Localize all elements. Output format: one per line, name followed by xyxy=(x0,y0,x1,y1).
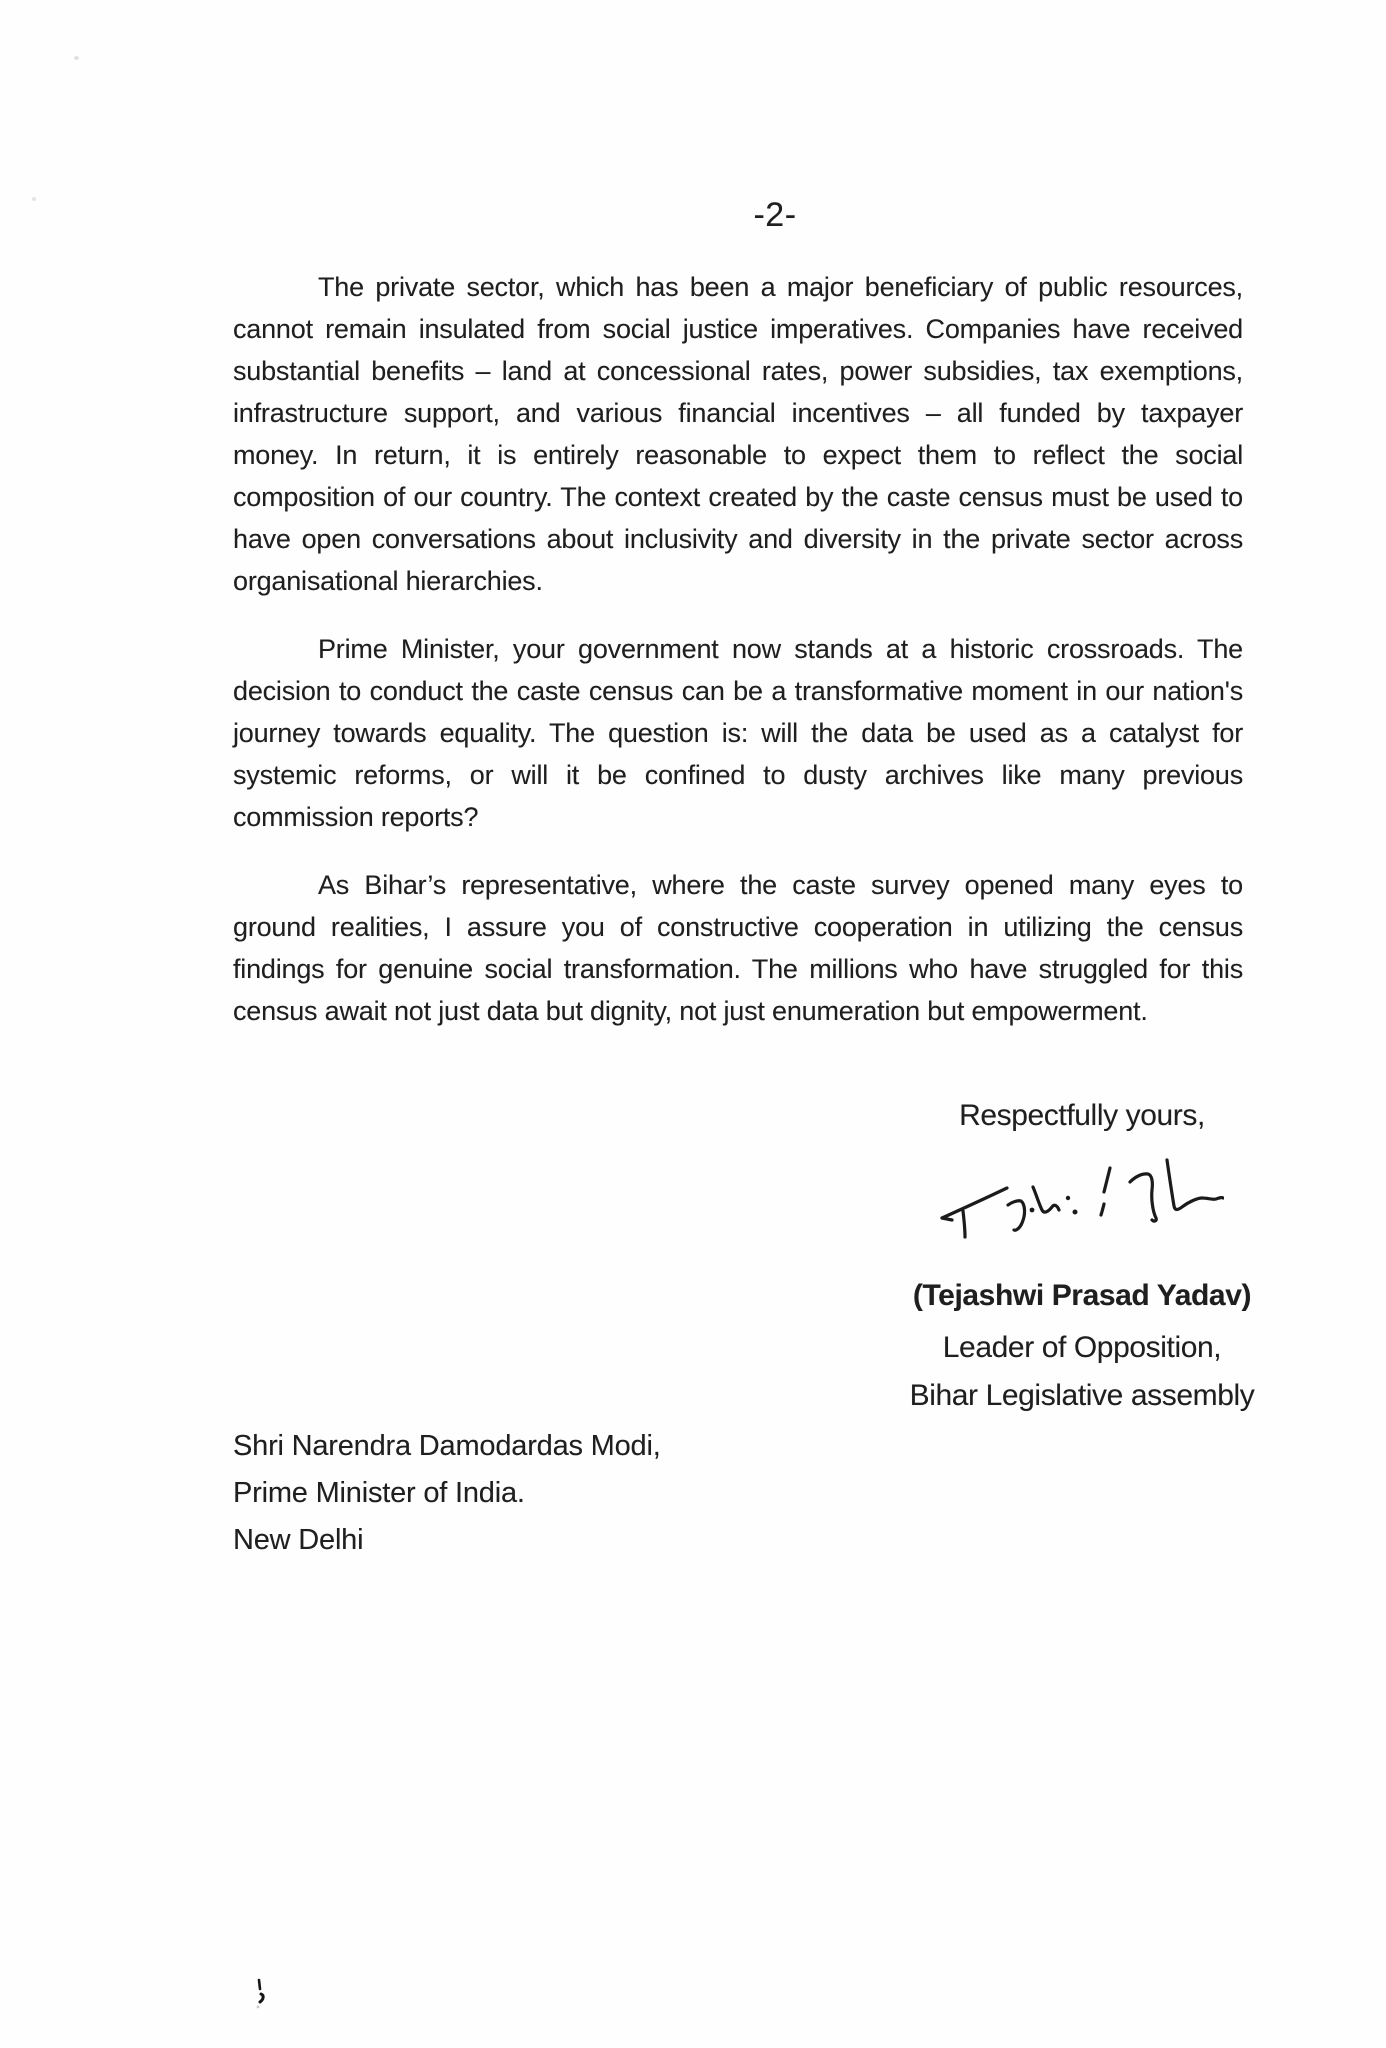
paragraph-bihar-representative: As Bihar’s representative, where the caste survey opened many eyes to ground realities, I assure you of constructive cooperation in utilizing the census findings for genuine social transformation. The millions who have struggled for this census await not just data but dignity, not just enumeration but empowerment. xyxy=(233,870,1243,1026)
paragraph-private-sector: The private sector, which has been a major beneficiary of public resources, cannot remain insulated from social justice imperatives. Companies have received substantial benefits – land at concessional rates, power subsidies, tax exemptions, infrastructure support, and various financial incentives – all funded by taxpayer money. In return, it is entirely reasonable to expect them to reflect the social composition of our country. The context created by the caste census must be used to have open conversations about inclusivity and diversity in the private sector across organisational hierarchies. xyxy=(233,272,1243,596)
scan-speck xyxy=(32,197,36,201)
signatory-title: Leader of Opposition, xyxy=(942,1331,1222,1364)
letter-body xyxy=(233,266,1243,1032)
addressee-title: Prime Minister of India. xyxy=(233,1477,525,1509)
page-number: -2- xyxy=(753,196,797,234)
ink-smudge xyxy=(254,1978,272,2012)
valediction: Respectfully yours, xyxy=(959,1099,1205,1132)
addressee-block xyxy=(233,1423,661,1564)
scan-speck xyxy=(74,56,79,60)
addressee-city: New Delhi xyxy=(233,1524,364,1556)
handwritten-signature-icon xyxy=(940,1152,1224,1257)
addressee-name: Shri Narendra Damodardas Modi, xyxy=(233,1430,661,1462)
signatory-name: (Tejashwi Prasad Yadav) xyxy=(912,1279,1252,1312)
paragraph-historic-crossroads: Prime Minister, your government now stands at a historic crossroads. The decision to conduct the caste census can be a transformative moment in our nation's journey towards equality. The question is: will the data be used as a catalyst for systemic reforms, or will it be confined to dusty archives like many previous commission reports? xyxy=(233,634,1243,832)
closing-block xyxy=(882,1095,1282,1417)
signatory-organisation: Bihar Legislative assembly xyxy=(909,1379,1255,1412)
